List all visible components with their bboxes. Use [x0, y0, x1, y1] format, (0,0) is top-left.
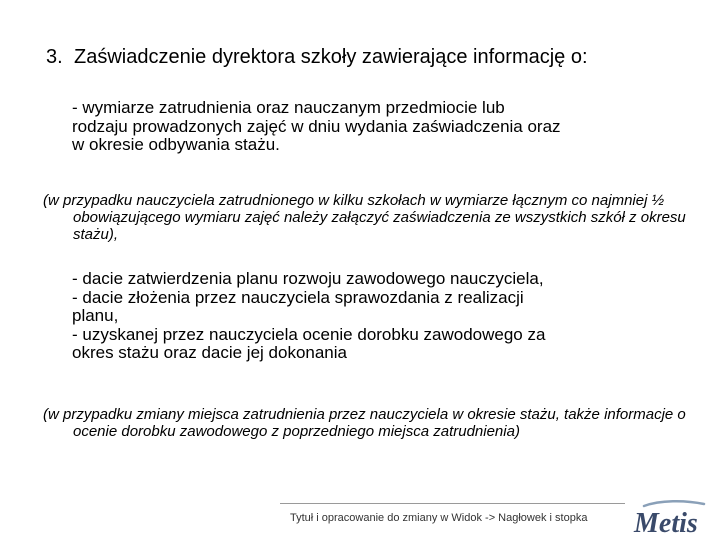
section-number: 3. — [46, 46, 63, 68]
item-dates-and-assessment — [72, 270, 702, 363]
text-line: - dacie zatwierdzenia planu rozwoju zawodowego nauczyciela, — [72, 269, 544, 288]
note-multiple-schools: (w przypadku nauczyciela zatrudnionego w kilku szkołach w wymiarze łącznym co najmniej ½ obowiązującego wymiaru zajęć należy załączyć zaświadczenia ze wszystkich szkół z okresu stażu), — [43, 192, 686, 243]
note-change-of-workplace: (w przypadku zmiany miejsca zatrudnienia przez nauczyciela w okresie stażu, także informacje o ocenie dorobku zawodowego z poprzedniego miejsca zatrudnienia) — [43, 406, 686, 440]
section-heading — [46, 46, 714, 68]
logo-swoosh-icon — [644, 501, 704, 506]
footer-divider — [280, 503, 625, 504]
footer-text: Tytuł i opracowanie do zmiany w Widok -> Nagłowek i stopka — [290, 512, 588, 524]
section-title: Zaświadczenie dyrektora szkoły zawierające informację o: — [74, 46, 588, 68]
text-line: - uzyskanej przez nauczyciela ocenie dorobku zawodowego za — [72, 324, 546, 344]
item-employment-details — [72, 99, 702, 155]
text-line: rodzaju prowadzonych zajęć w dniu wydania zaświadczenia oraz — [72, 116, 561, 136]
metis-logo — [630, 498, 710, 538]
text-line: - wymiarze zatrudnienia oraz nauczanym przedmiocie lub — [72, 98, 505, 117]
text-line: w okresie odbywania stażu. — [72, 135, 280, 154]
text-line: - dacie złożenia przez nauczyciela sprawozdania z realizacji — [72, 287, 524, 307]
text-line: planu, — [72, 306, 119, 325]
text-line: okres stażu oraz dacie jej dokonania — [72, 343, 347, 362]
logo-text: Metis — [634, 508, 698, 538]
